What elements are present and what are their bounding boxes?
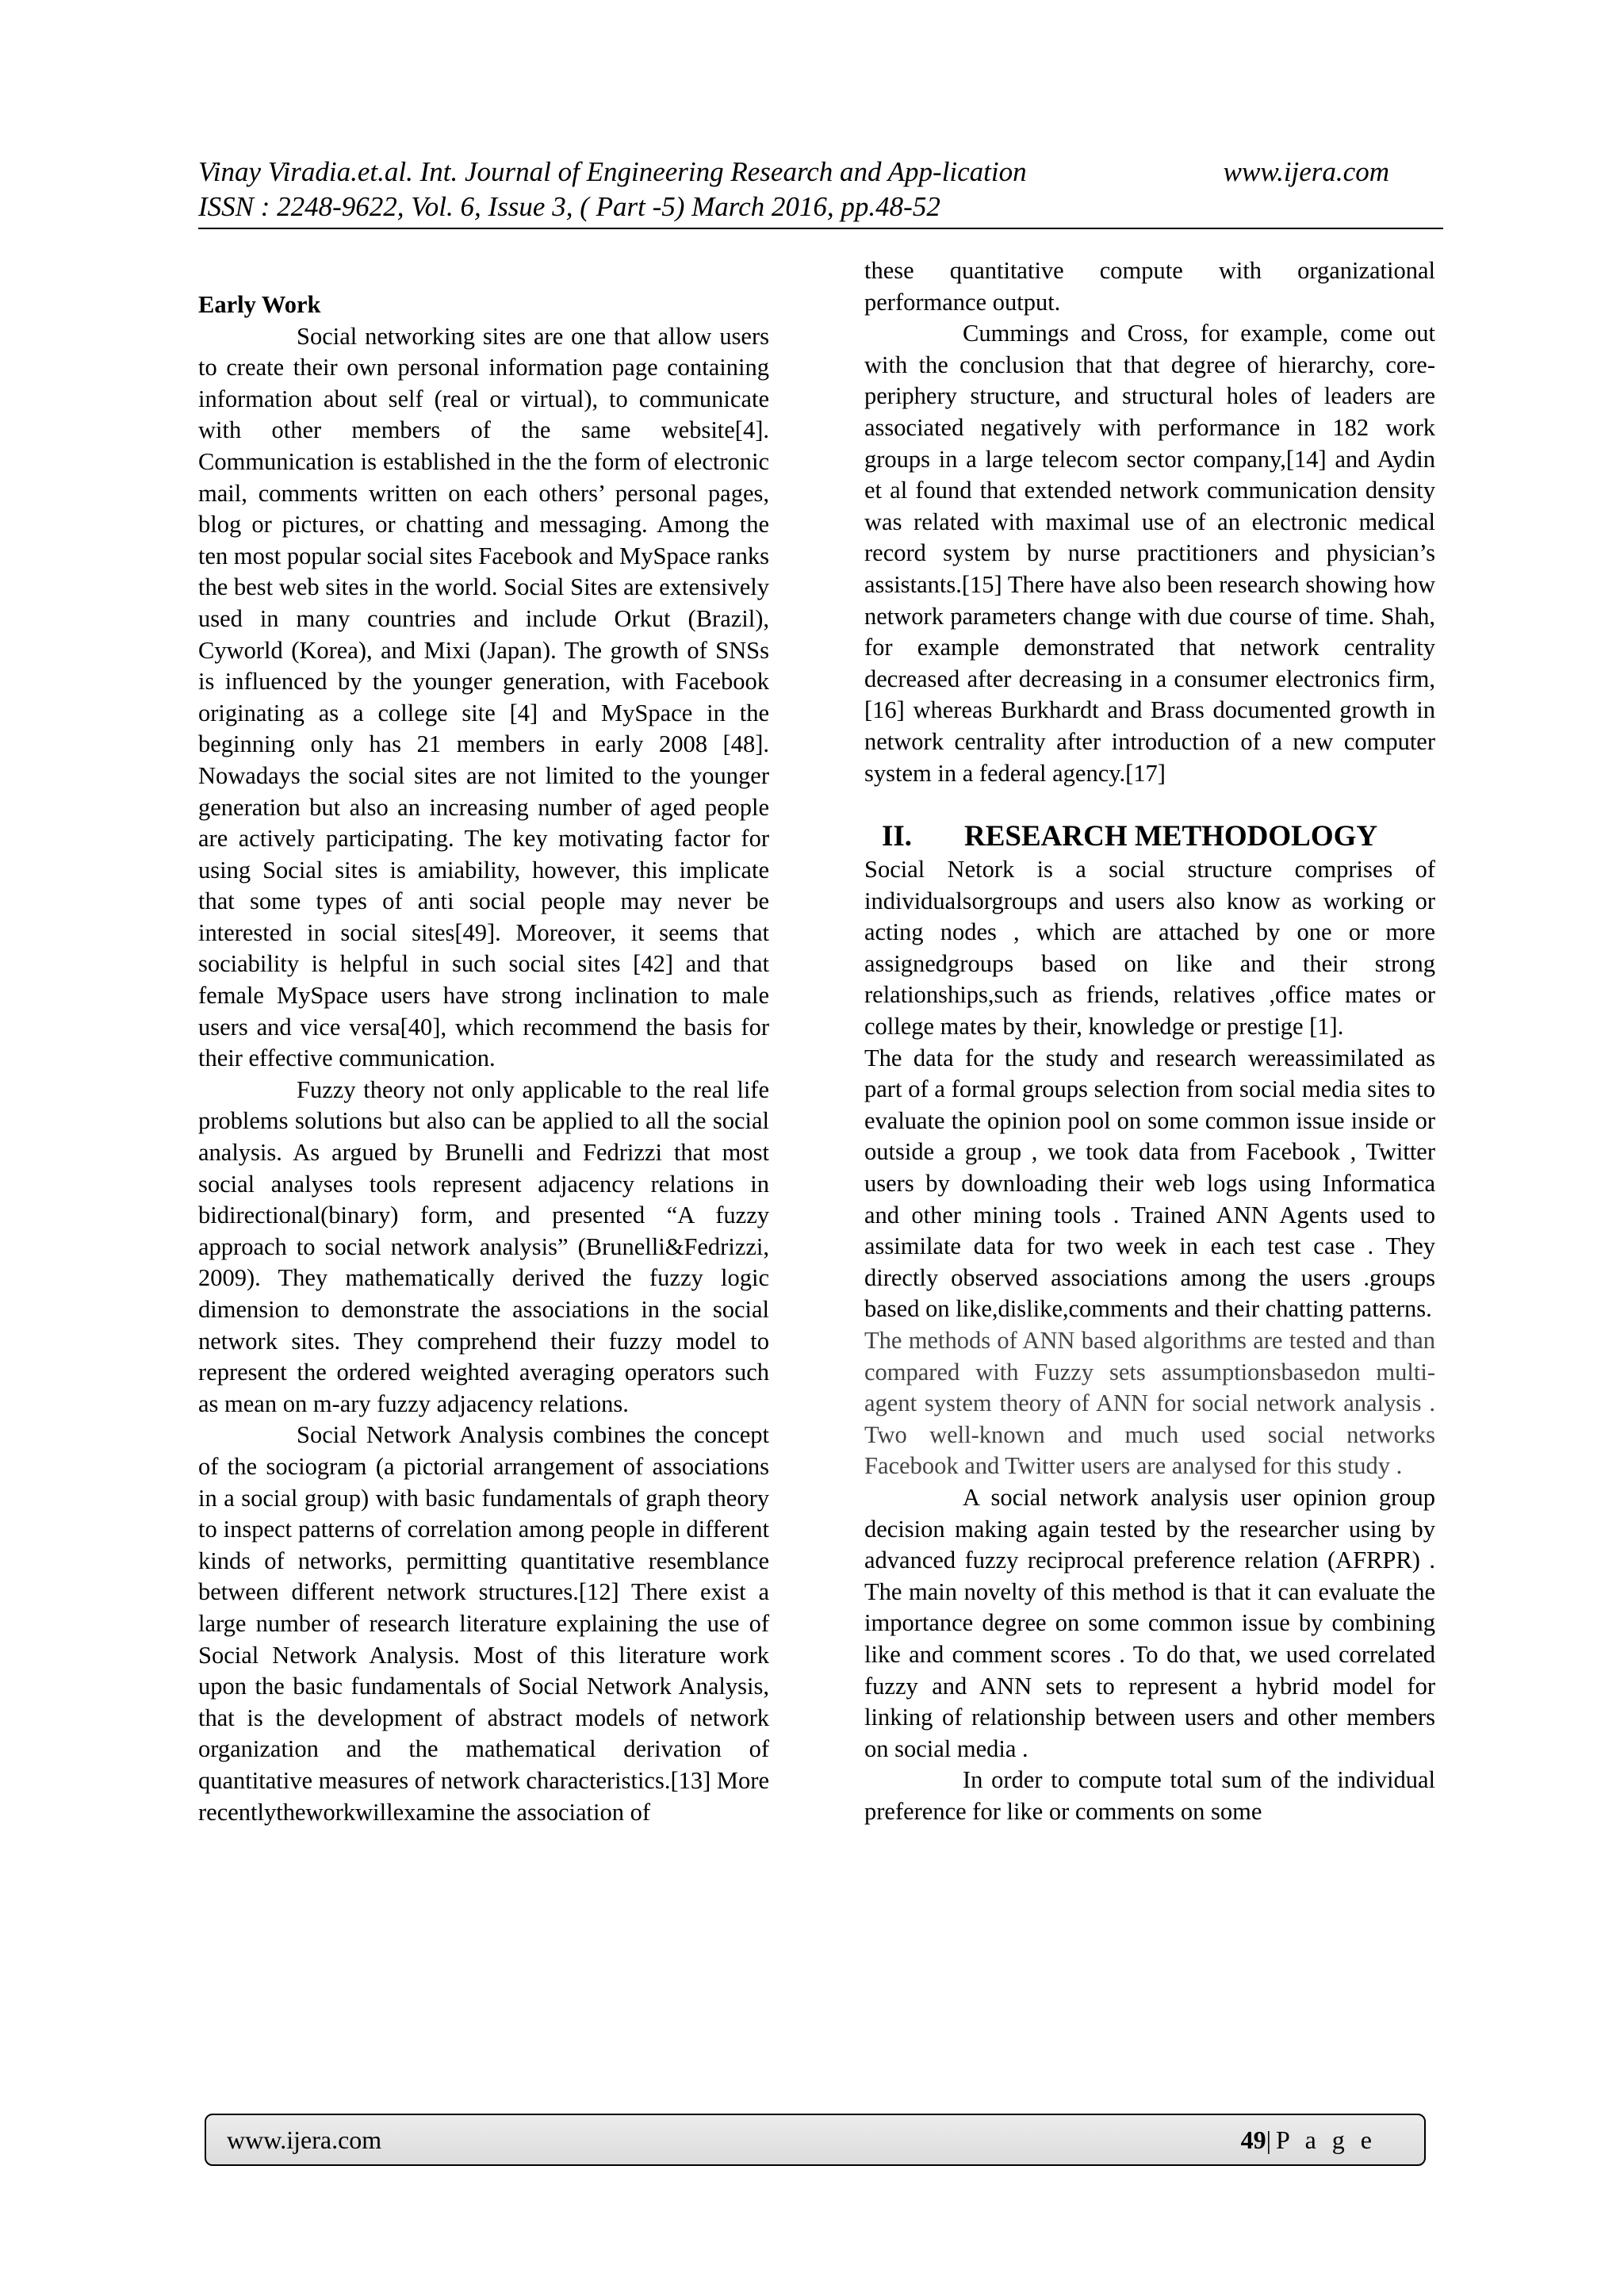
right-column [864, 255, 1435, 1828]
paragraph: Social Netork is a social structure comprises of individualsorgroups and users also know as working or acting nodes , which are attached by one or more assignedgroups based on like and their strong relationships,such as friends, relatives ,office mates or college mates by their, knowledge or prestige [1]. [864, 856, 1435, 1041]
left-column [198, 289, 769, 1828]
paragraph: The data for the study and research wereassimilated as part of a formal groups selection from social media sites to evaluate the opinion pool on some common issue inside or outside a group , we took data from Facebook , Twitter users by downloading their web logs using Informatica and other mining tools . Trained ANN Agents used to assimilate data for two week in each test case . They directly observed associations among the users .groups based on like,dislike,comments and their chatting patterns. [864, 1044, 1435, 1323]
section-title: RESEARCH METHODOLOGY [964, 820, 1378, 853]
journal-website[interactable]: www.ijera.com [1223, 156, 1389, 187]
section-number: II. [882, 820, 913, 853]
journal-citation: Vinay Viradia.et.al. Int. Journal of Engineering Research and App-lication [198, 156, 1027, 187]
running-header [198, 155, 1411, 224]
page-number-value: 49 [1240, 2125, 1266, 2154]
header-rule [198, 228, 1443, 229]
page-footer [205, 2114, 1426, 2166]
paragraph: Social networking sites are one that allow users to create their own personal information page containing information about self (real or virtual), to communicate with other members of the same website[4]. Communication is established in the the form of electronic mail, comments written on each others’ personal pages, blog or pictures, or chatting and messaging. Among the ten most popular social sites Facebook and MySpace ranks the best web sites in the world. Social Sites are extensively used in many countries and include Orkut (Brazil), Cyworld (Korea), and Mixi (Japan). The growth of SNSs is influenced by the younger generation, with Facebook originating as a college site [4] and MySpace in the beginning only has 21 members in early 2008 [48]. Nowadays the social sites are not limited to the younger generation but also an increasing number of aged people are actively participating. The key motivating factor for using Social sites is amiability, however, this implicate that some types of anti social people may never be interested in social sites[49]. Moreover, it seems that sociability is helpful in such social sites [42] and that female MySpace users have strong inclination to male users and vice versa[40], which recommend the basis for their effective communication. [198, 322, 769, 1072]
paragraph: Social Network Analysis combines the concept of the sociogram (a pictorial arrangement of associations in a social group) with basic fundamentals of graph theory to inspect patterns of correlation among people in different kinds of networks, permitting quantitative resemblance between different network structures.[12] There exist a large number of research literature explaining the use of Social Network Analysis. Most of this literature work upon the basic fundamentals of Social Network Analysis, that is the development of abstract models of network organization and the mathematical derivation of quantitative measures of network characteristics.[13] More recentlytheworkwillexamine the association of [198, 1421, 769, 1826]
section-heading [864, 819, 1435, 854]
paragraph: A social network analysis user opinion group decision making again tested by the researcher using by advanced fuzzy reciprocal preference relation (AFRPR) . The main novelty of this method is that it can evaluate the importance degree on some common issue by combining like and comment scores . To do that, we used correlated fuzzy and ANN sets to represent a hybrid model for linking of relationship between users and other members on social media . [864, 1483, 1435, 1762]
paragraph: In order to compute total sum of the individual preference for like or comments on some [864, 1766, 1435, 1825]
issn-line: ISSN : 2248-9622, Vol. 6, Issue 3, ( Part -5) March 2016, pp.48-52 [198, 191, 940, 222]
paragraph: Cummings and Cross, for example, come out with the conclusion that that degree of hierarchy, core-periphery structure, and structural holes of leaders are associated negatively with performance in 182 work groups in a large telecom sector company,[14] and Aydin et al found that extended network communication density was related with maximal use of an electronic medical record system by nurse practitioners and physician’s assistants.[15] There have also been research showing how network parameters change with due course of time. Shah, for example demonstrated that network centrality decreased after decreasing in a consumer electronics firm,[16] whereas Burkhardt and Brass documented growth in network centrality after introduction of a new computer system in a federal agency.[17] [864, 320, 1435, 787]
early-work-heading: Early Work [198, 291, 321, 318]
page-number [1241, 2125, 1377, 2155]
footer-website[interactable]: www.ijera.com [227, 2125, 382, 2154]
page-label: |P a g e [1266, 2125, 1377, 2154]
paragraph: these quantitative compute with organizational performance output. [864, 257, 1435, 316]
paragraph: The methods of ANN based algorithms are tested and than compared with Fuzzy sets assumptionsbasedon multi-agent system theory of ANN for social network analysis . Two well-known and much used social networks Facebook and Twitter users are analysed for this study . [864, 1327, 1435, 1480]
paragraph: Fuzzy theory not only applicable to the real life problems solutions but also can be applied to all the social analysis. As argued by Brunelli and Fedrizzi that most social analyses tools represent adjacency relations in bidirectional(binary) form, and presented “A fuzzy approach to social network analysis” (Brunelli&Fedrizzi, 2009). They mathematically derived the fuzzy logic dimension to demonstrate the associations in the social network sites. They comprehend their fuzzy model to represent the ordered weighted averaging operators such as mean on m-ary fuzzy adjacency relations. [198, 1075, 769, 1417]
